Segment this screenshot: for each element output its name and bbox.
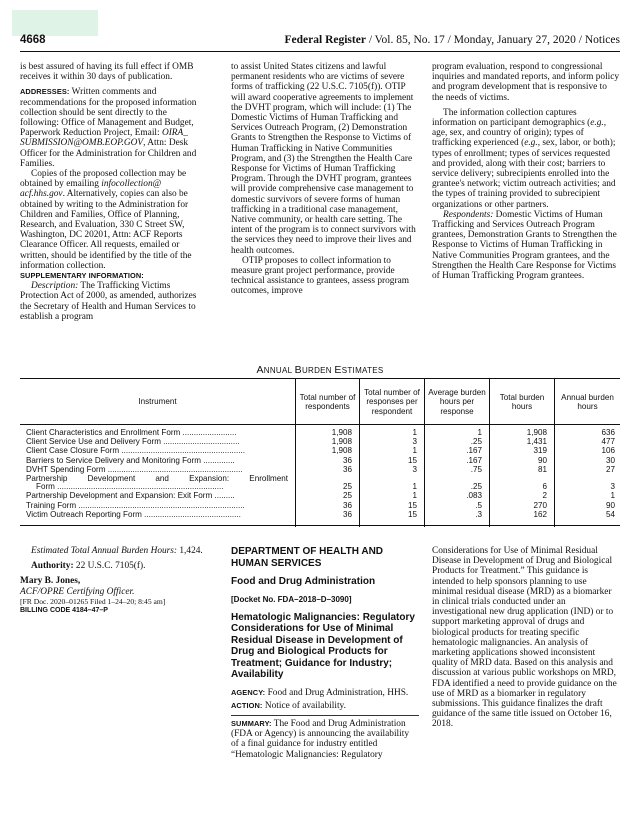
cell-total-hours: 2 [542, 491, 547, 501]
action-line [231, 701, 419, 715]
cell-responses: 3 [412, 464, 417, 474]
paragraph: OTIP proposes to collect information to measure grant project performance, provide technical assistance to grantees, assess program outcomes, improve [231, 255, 409, 297]
burden-table [20, 378, 620, 526]
paragraph: to assist United States citizens and lawful permanent residents who are victims of severe forms of trafficking (22 U.S.C. 7105(f)). OTIP will award cooperative agreements to implement the DVHT program, which will include: (1) The Domestic Victims of Human Trafficking and Services Outreach Program, (2) Demonstration Grants to Strengthen the Response to Victims of Human Trafficking in Native Communities Program, and (3) the Strengthen the Health Care Response for Victims of Human Trafficking Program. Through the DVHT program, grantees will provide comprehensive case management to domestic survivors of severe forms of human trafficking in a traditional case management, Native community, or health care setting. The intent of the program is to connect survivors with the services they need to improve their lives and health outcomes. [231, 62, 416, 256]
agency-heading: Food and Drug Administration [231, 576, 376, 587]
column-2-top [231, 62, 419, 297]
cell-instrument: Client Case Closure Form ....................................................... [26, 447, 246, 456]
billing-code: BILLING CODE 4184–47–P [20, 607, 108, 615]
title-letter: E [334, 364, 342, 376]
instrument-line: Form .......................................................................... [36, 482, 224, 492]
cell-annual-hours: 30 [605, 455, 615, 465]
cell-total-hours: 162 [533, 509, 547, 519]
acf-email-link[interactable]: infocollection@ acf.hhs.gov [20, 179, 162, 200]
cell-respondents: 25 [342, 482, 352, 492]
cell-hours-per-response: .5 [475, 500, 482, 510]
cell-responses: 1 [412, 491, 417, 501]
cell-instrument: DVHT Spending Form ............................................................ [26, 465, 243, 474]
eg-abbrev: e.g. [590, 118, 604, 129]
cell-total-hours: 319 [533, 446, 547, 456]
addresses-label: ADDRESSES: [20, 87, 70, 97]
page-number: 4668 [20, 34, 46, 46]
signer-title: ACF/OPRE Certifying Officer. [20, 586, 135, 597]
cell-responses: 15 [407, 509, 417, 519]
summary-label: SUMMARY: [231, 718, 272, 728]
column-1-top [20, 62, 208, 322]
column-3-top [432, 62, 620, 281]
supplementary-label-line [20, 271, 208, 281]
cell-responses: 15 [407, 455, 417, 465]
cell-hours-per-response: 1 [477, 428, 482, 437]
agency-label: AGENCY: [231, 687, 266, 697]
cell-annual-hours: 106 [601, 446, 615, 456]
description-label: Description: [31, 281, 79, 292]
cell-respondents: 25 [342, 491, 352, 501]
cell-respondents: 1,908 [331, 437, 352, 447]
respondents-text: Domestic Victims of Human Trafficking and Services Outreach Program grantees, Demonstration Grants to Strengthen the Response to Victims of Human Trafficking in Native Communities Program grantees, and the Strengthen the Health Care Response for Victims of Human Trafficking Program grantees. [432, 209, 617, 282]
cell-responses: 1 [412, 446, 417, 456]
cell-hours-per-response: .75 [470, 464, 482, 474]
cell-annual-hours: 3 [610, 482, 615, 492]
description-text: The Trafficking Victims Protection Act of 2000, as amended, authorizes the Secretary of Health and Human Services to establish a program [20, 281, 197, 322]
cell-hours-per-response: .083 [466, 491, 482, 501]
cell-total-hours: 1,431 [526, 437, 547, 447]
action-text: Notice of availability. [262, 700, 346, 711]
addresses-text-end: , Attn: Desk Officer for the Administration for Children and Families. [20, 138, 197, 169]
collection-text: , age, sex, and country of origin); types of trafficking experienced ( [432, 118, 607, 149]
cell-annual-hours: 1 [610, 491, 615, 501]
issue-details: / Vol. 85, No. 17 / Monday, January 27, 2020 / Notices [365, 34, 620, 46]
paragraph: is best assured of having its full effect if OMB receives it within 30 days of publication. [20, 62, 194, 83]
cell-instrument: Victim Outreach Reporting Form ........................................... [26, 510, 241, 519]
cell-responses: 1 [412, 482, 417, 492]
column-3-bottom [432, 546, 620, 730]
copies-text: Copies of the proposed collection may be obtained by emailing [20, 169, 187, 190]
cell-annual-hours: 477 [601, 437, 615, 447]
collection-paragraph [432, 108, 620, 210]
addresses-section [20, 87, 208, 169]
copies-paragraph [20, 169, 208, 271]
header-responses: Total number of responses per respondent [359, 379, 424, 425]
summary-paragraph [231, 719, 419, 760]
cell-annual-hours: 27 [605, 464, 615, 474]
table-title [20, 364, 620, 376]
cell-annual-hours: 54 [605, 509, 615, 519]
title-smallcaps: URDEN [301, 366, 335, 375]
cell-total-hours: 1,908 [526, 428, 547, 437]
cell-instrument: Partnership Development and Expansion: Exit Form ......... [26, 492, 235, 501]
omb-email-link[interactable]: OIRA_ SUBMISSION@OMB.EOP.GOV [20, 128, 188, 149]
publication-name: Federal Register [284, 34, 366, 46]
cell-total-hours: 6 [542, 482, 547, 492]
cell-respondents: 1,908 [331, 428, 352, 437]
collection-text: , sex, labor, or both); types of enrollment; types of services requested and provided, along with their cost; barriers to service delivery; subrecipients enrolled into the grantee's network; victim outreach activities; and the types of training provided to subrecipient organizations or other partners. [432, 138, 616, 210]
cell-instrument: Barriers to Service Delivery and Monitoring Form .............. [26, 456, 235, 465]
column-2-bottom [231, 546, 419, 760]
cell-hours-per-response: .3 [475, 509, 482, 519]
addresses-text: Written comments and recommendations for the proposed information collection should be sent directly to the following: Office of Management and Budget, Paperwork Reduction Project, Email: [20, 87, 197, 139]
authority-line [20, 561, 208, 571]
docket-number: [Docket No. FDA–2018–D–3090] [231, 594, 352, 604]
cell-total-hours: 270 [533, 500, 547, 510]
page-header [20, 34, 620, 52]
cell-instrument [26, 475, 288, 491]
copies-text-end: . Alternatively, copies can also be obtained by writing to the Administration for Children and Families, Office of Planning, Research, and Evaluation, 330 C Street SW, Washington, DC 20201, Attn: ACF Reports Clearance Officer. All requests, emailed or written, should be identified by the title of the information collection. [20, 189, 192, 271]
cell-responses: 15 [407, 500, 417, 510]
cell-total-hours: 90 [537, 455, 547, 465]
cell-hours-per-response: .167 [466, 455, 482, 465]
authority-label: Authority: [31, 561, 74, 572]
header-hours-per-response: Average burden hours per response [424, 379, 489, 425]
cell-respondents: 36 [342, 509, 352, 519]
cell-responses: 3 [412, 437, 417, 447]
cell-total-hours: 81 [537, 464, 547, 474]
cell-instrument: Client Service Use and Delivery Form .................................. [26, 438, 240, 447]
agency-text: Food and Drug Administration, HHS. [265, 687, 409, 698]
department-heading: DEPARTMENT OF HEALTH AND HUMAN SERVICES [231, 546, 384, 569]
cell-respondents: 36 [342, 455, 352, 465]
header-respondents: Total number of respondents [295, 379, 359, 425]
cell-instrument: Client Characteristics and Enrollment Form ........................ [26, 429, 237, 437]
estimated-burden [20, 546, 208, 556]
header-total-hours: Total burden hours [489, 379, 554, 425]
cell-respondents: 36 [342, 464, 352, 474]
cell-instrument: Training Form .......................................................................... [26, 501, 245, 510]
cell-annual-hours: 636 [601, 428, 615, 437]
cell-respondents: 36 [342, 500, 352, 510]
title-smallcaps: NNUAL [263, 366, 295, 375]
respondents-paragraph [432, 210, 620, 281]
signer-name: Mary B. Jones, [20, 576, 81, 587]
collection-text: The information collection captures information on participant demographics ( [432, 107, 591, 129]
cell-responses: 1 [412, 428, 417, 437]
cell-annual-hours: 90 [605, 500, 615, 510]
fr-doc-line: [FR Doc. 2020–01265 Filed 1–24–20; 8:45 am] [20, 596, 166, 606]
instrument-line: Partnership Development and Expansion: Enrollment [26, 475, 288, 483]
divider [231, 715, 419, 716]
highlight-stamp [12, 10, 98, 36]
title-letter: B [294, 364, 302, 376]
document-title: Hematologic Malignancies: Regulatory Considerations for Use of Minimal Residual Disease in Development of Drug and Biological Products for Treatment; Guidance for Industry; Availability [231, 611, 415, 680]
authority-text: 22 U.S.C. 7105(f). [73, 561, 146, 572]
description-paragraph [20, 281, 208, 322]
summary-text: The Food and Drug Administration (FDA or Agency) is announcing the availability of a final guidance for industry entitled “Hematologic Malignancies: Regulatory [231, 718, 410, 760]
cell-hours-per-response: .25 [470, 437, 482, 447]
action-label: ACTION: [231, 700, 263, 710]
estimated-value: 1,424. [177, 546, 203, 556]
column-1-bottom [20, 546, 208, 617]
cell-hours-per-response: .25 [470, 482, 482, 492]
supplementary-label: SUPPLEMENTARY INFORMATION: [20, 271, 144, 281]
header-instrument: Instrument [138, 397, 177, 407]
respondents-label: Respondents: [443, 209, 494, 220]
header-annual-hours: Annual burden hours [554, 379, 620, 425]
cell-hours-per-response: .167 [466, 446, 482, 456]
eg-abbrev: e.g. [524, 138, 538, 149]
running-head [285, 34, 620, 46]
title-letter: A [256, 364, 264, 376]
paragraph: Considerations for Use of Minimal Residual Disease in Development of Drug and Biological Products for Treatment.” This guidance is intended to help sponsors planning to use minimal residual disease (MRD) as a biomarker in clinical trials conducted under an investigational new drug application (IND) or to support marketing approval of drugs and biological products for treating specific hematologic malignancies. An analysis of marketing applications showed inconsistent quality of MRD data. Based on this analysis and discussion at various public workshops on MRD, FDA identified a need to provide guidance on the use of MRD as a biomarker in regulatory submissions. This guidance finalizes the draft guidance of the same title issued on October 16, 2018. [432, 546, 617, 730]
table-header [20, 379, 620, 425]
title-smallcaps: STIMATES [341, 366, 384, 375]
cell-respondents: 1,908 [331, 446, 352, 456]
estimated-label: Estimated Total Annual Burden Hours: [31, 546, 178, 556]
agency-line [231, 688, 419, 698]
paragraph: program evaluation, respond to congressional inquiries and mandated reports, and inform policy and program development that is responsive to the needs of victims. [432, 62, 620, 103]
